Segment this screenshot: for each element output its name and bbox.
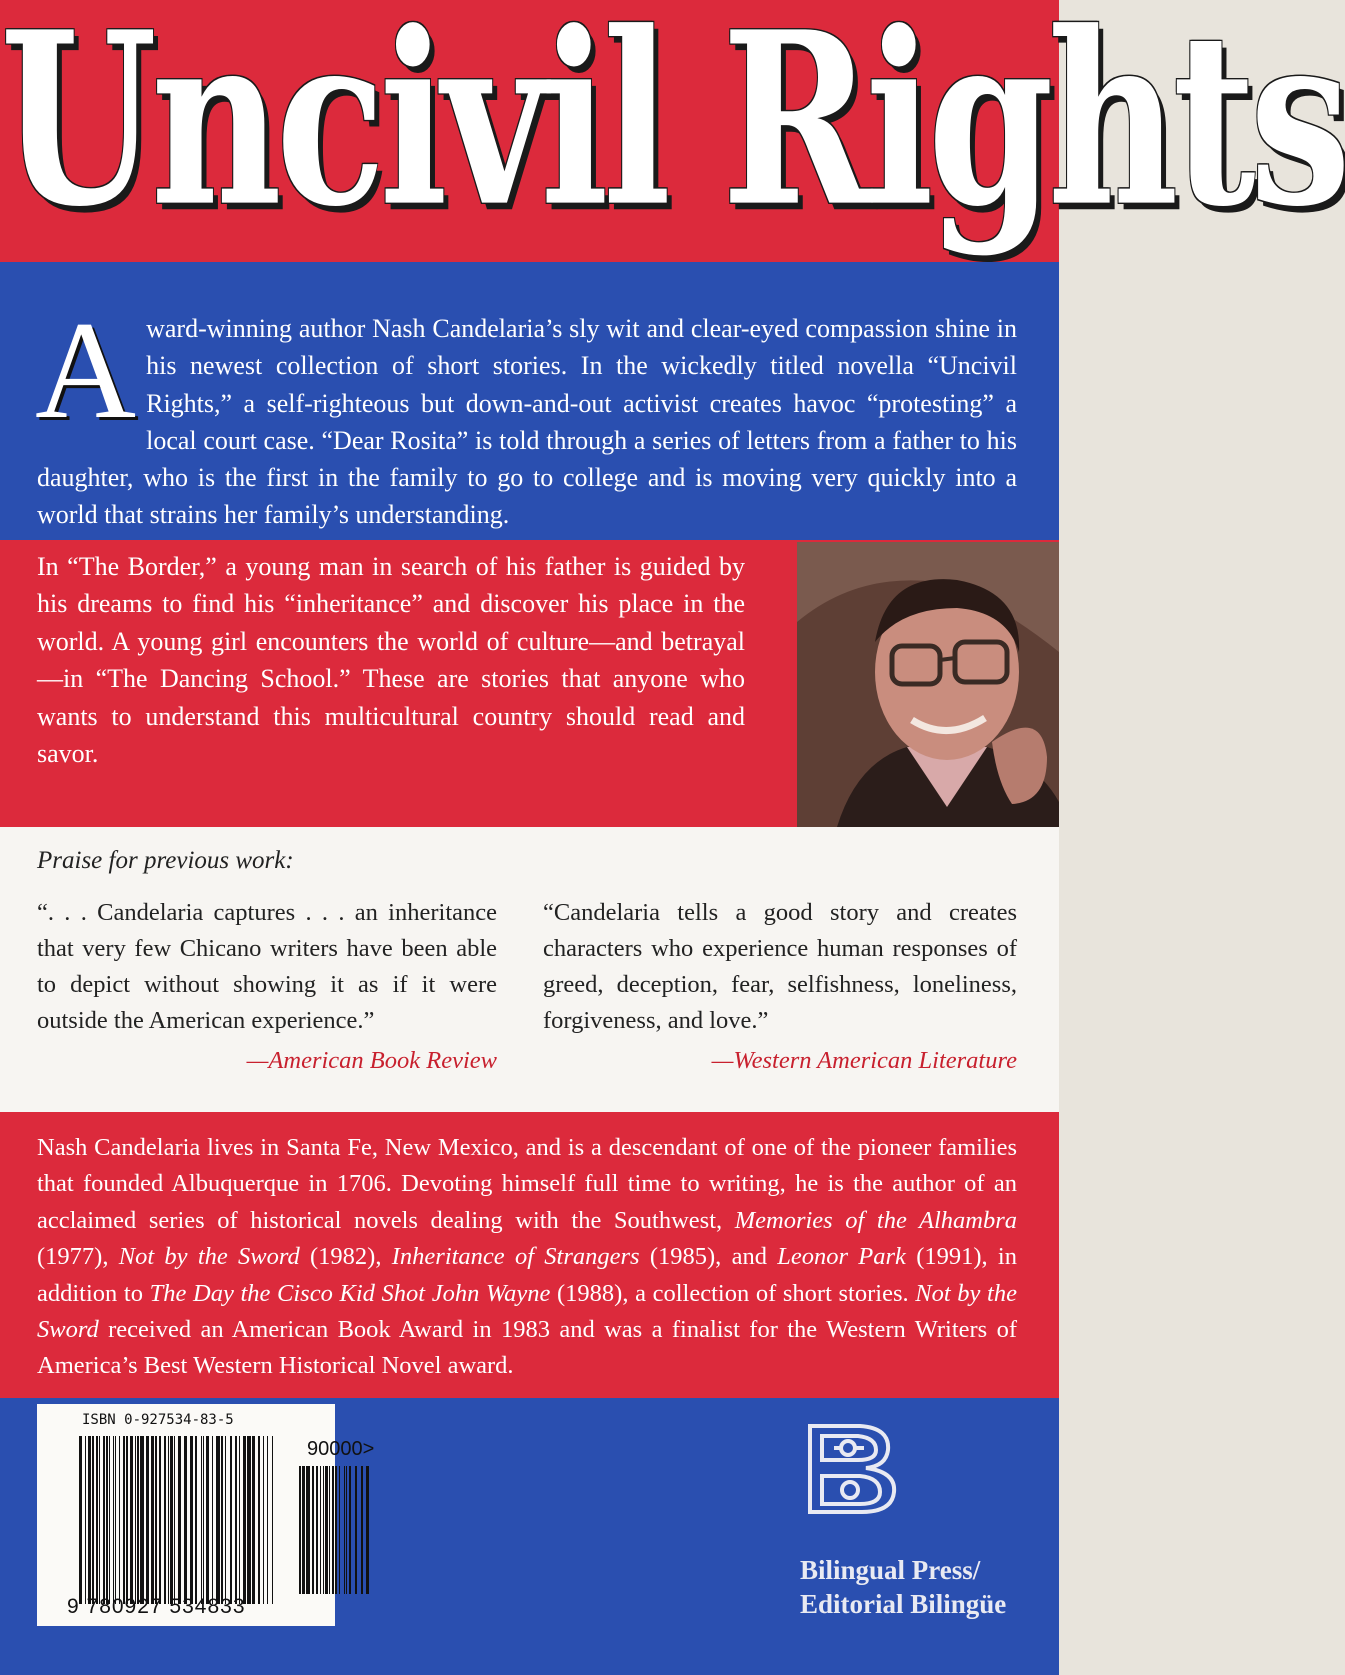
barcode-bar: [103, 1436, 105, 1604]
barcode-bar: [79, 1436, 82, 1604]
barcode-bar: [329, 1466, 330, 1594]
barcode-bar: [206, 1436, 209, 1604]
bio-text: (1991), in addition to: [37, 1243, 1017, 1307]
bio-text: received an American Book Award in 1983 and was a finalist for the Western Writers of America’s Best Western Historical Novel award.: [37, 1316, 1017, 1380]
bio-book-title: Memories of the Alhambra: [734, 1206, 1017, 1234]
barcode-bar: [109, 1436, 110, 1604]
barcode-bar: [230, 1436, 232, 1604]
barcode-bar: [140, 1436, 144, 1604]
barcode-bar: [221, 1436, 223, 1604]
barcode-bar: [203, 1436, 204, 1604]
barcode-bar: [159, 1436, 161, 1604]
bio-book-title: Inheritance of Strangers: [391, 1243, 640, 1271]
quote-source-american-book-review: —American Book Review: [246, 1047, 497, 1074]
barcode-bar: [174, 1436, 175, 1604]
barcode-bar: [178, 1436, 181, 1604]
publisher-name: [800, 1553, 1006, 1621]
barcode-bar: [252, 1436, 255, 1604]
barcode-bar: [355, 1466, 357, 1594]
price-code: 90000>: [307, 1438, 375, 1460]
barcode-bar: [106, 1436, 108, 1604]
bio-text: (1988), a collection of short stories.: [550, 1279, 916, 1307]
barcode-bar: [346, 1466, 347, 1594]
barcode-bar: [263, 1436, 264, 1604]
author-bio-band: [0, 1112, 1059, 1398]
praise-heading: Praise for previous work:: [37, 847, 294, 874]
ean-barcode: [79, 1436, 274, 1604]
barcode-bar: [335, 1466, 337, 1594]
barcode-bar: [312, 1466, 314, 1594]
barcode-bar: [302, 1466, 305, 1594]
publisher-line-1: Bilingual Press/: [800, 1555, 981, 1585]
quote-western-american-literature: “Candelaria tells a good story and creates characters who experience human responses of greed, deception, fear, selfishness, loneliness, forgiveness, and love.”: [543, 899, 1017, 1034]
barcode-bar: [88, 1436, 91, 1604]
barcode-label: [37, 1404, 375, 1626]
barcode-bar: [85, 1436, 86, 1604]
barcode-bar: [325, 1466, 328, 1594]
barcode-bar: [344, 1466, 345, 1594]
barcode-bar: [190, 1436, 193, 1604]
barcode-bar: [201, 1436, 202, 1604]
barcode-bar: [195, 1436, 197, 1604]
barcode-bar: [247, 1436, 251, 1604]
intro-text: ward-winning author Nash Candelaria’s sly wit and clear-eyed compassion shine in his newest collection of short stories. In the wickedly titled novella “Uncivil Rights,” a self-righteous but down-and-out activist creates havoc “protesting” a local court case. “Dear Rosita” is told through a series of letters from a father to his daughter, who is the first in the family to go to college and is moving very quickly into a world that strains her family’s understanding.: [37, 314, 1017, 530]
barcode-bar: [115, 1436, 116, 1604]
bio-book-title: Not by the Sword: [118, 1243, 300, 1271]
barcode-bar: [126, 1436, 128, 1604]
quote-source-western-american-literature: —Western American Literature: [711, 1047, 1017, 1074]
title-band: [0, 0, 1345, 262]
barcode-bar: [306, 1466, 310, 1594]
praise-band: [0, 827, 1059, 1112]
isbn-text: ISBN 0-927534-83-5: [82, 1412, 234, 1428]
barcode-bar: [225, 1436, 226, 1604]
author-portrait-image: [797, 542, 1059, 827]
barcode-bar: [323, 1466, 324, 1594]
book-title: Uncivil Rights: [0, 0, 1345, 260]
bilingual-press-logo-icon: [800, 1418, 905, 1518]
barcode-bar: [258, 1436, 260, 1604]
publisher-band: [0, 1398, 1059, 1675]
barcode-bar: [316, 1466, 318, 1594]
author-photo: [797, 542, 1059, 827]
barcode-bar: [92, 1436, 94, 1604]
barcode-bar: [130, 1436, 133, 1604]
barcode-bar: [137, 1436, 139, 1604]
intro-paragraph: [35, 293, 1017, 534]
barcode-bar: [267, 1436, 268, 1604]
barcode-bar: [146, 1436, 149, 1604]
barcode-bar: [320, 1466, 321, 1594]
barcode-bar: [366, 1466, 369, 1594]
bio-book-title: Not by the Sword: [37, 1279, 1017, 1344]
quote-american-book-review: “. . . Candelaria captures . . . an inheritance that very few Chicano writers have been able to depict without showing it as if it were outside the American experience.”: [37, 899, 497, 1034]
barcode-bar: [168, 1436, 169, 1604]
barcode-bar: [135, 1436, 136, 1604]
bio-book-title: Leonor Park: [777, 1243, 906, 1271]
bio-text: Nash Candelaria lives in Santa Fe, New Mexico, and is a descendant of one of the pioneer families that founded Albuquerque in 1706. Devoting himself full time to writing, he is the author of an acclaimed series of historical novels dealing with the Southwest,: [37, 1134, 1017, 1234]
price-barcode: [299, 1466, 369, 1594]
barcode-bar: [151, 1436, 154, 1604]
drop-cap: A: [35, 293, 137, 448]
story-paragraph: In “The Border,” a young man in search of his father is guided by his dreams to find his “inheritance” and discover his place in the world. A young girl encounters the world of culture—and betrayal—in “The Dancing School.” These are stories that anyone who wants to understand this multicultural country should read and savor.: [37, 552, 745, 769]
barcode-bar: [349, 1466, 351, 1594]
barcode-bar: [239, 1436, 240, 1604]
bio-book-title: The Day the Cisco Kid Shot John Wayne: [149, 1279, 551, 1307]
barcode-bar: [216, 1436, 220, 1604]
story-band: [0, 540, 1059, 827]
barcode-bar: [184, 1436, 187, 1604]
barcode-bar: [99, 1436, 100, 1604]
author-bio: [37, 1130, 1017, 1385]
barcode-bar: [235, 1436, 237, 1604]
bio-text: (1985), and: [639, 1243, 778, 1271]
barcode-bar: [361, 1466, 363, 1594]
barcode-bar: [243, 1436, 246, 1604]
barcode-bar: [170, 1436, 173, 1604]
barcode-bar: [332, 1466, 334, 1594]
bio-text: (1977),: [37, 1243, 119, 1271]
barcode-bar: [272, 1436, 273, 1604]
intro-band: [0, 262, 1059, 540]
barcode-bar: [119, 1436, 120, 1604]
barcode-bar: [299, 1466, 301, 1594]
publisher-line-2: Editorial Bilingüe: [800, 1589, 1007, 1619]
barcode-bar: [164, 1436, 166, 1604]
barcode-bar: [212, 1436, 213, 1604]
barcode-bar: [96, 1436, 98, 1604]
barcode-bar: [123, 1436, 125, 1604]
ean-number: 9 780927 534833: [67, 1595, 246, 1618]
barcode-bar: [113, 1436, 114, 1604]
bio-text: (1982),: [299, 1243, 392, 1271]
barcode-bar: [155, 1436, 157, 1604]
barcode-bar: [339, 1466, 340, 1594]
